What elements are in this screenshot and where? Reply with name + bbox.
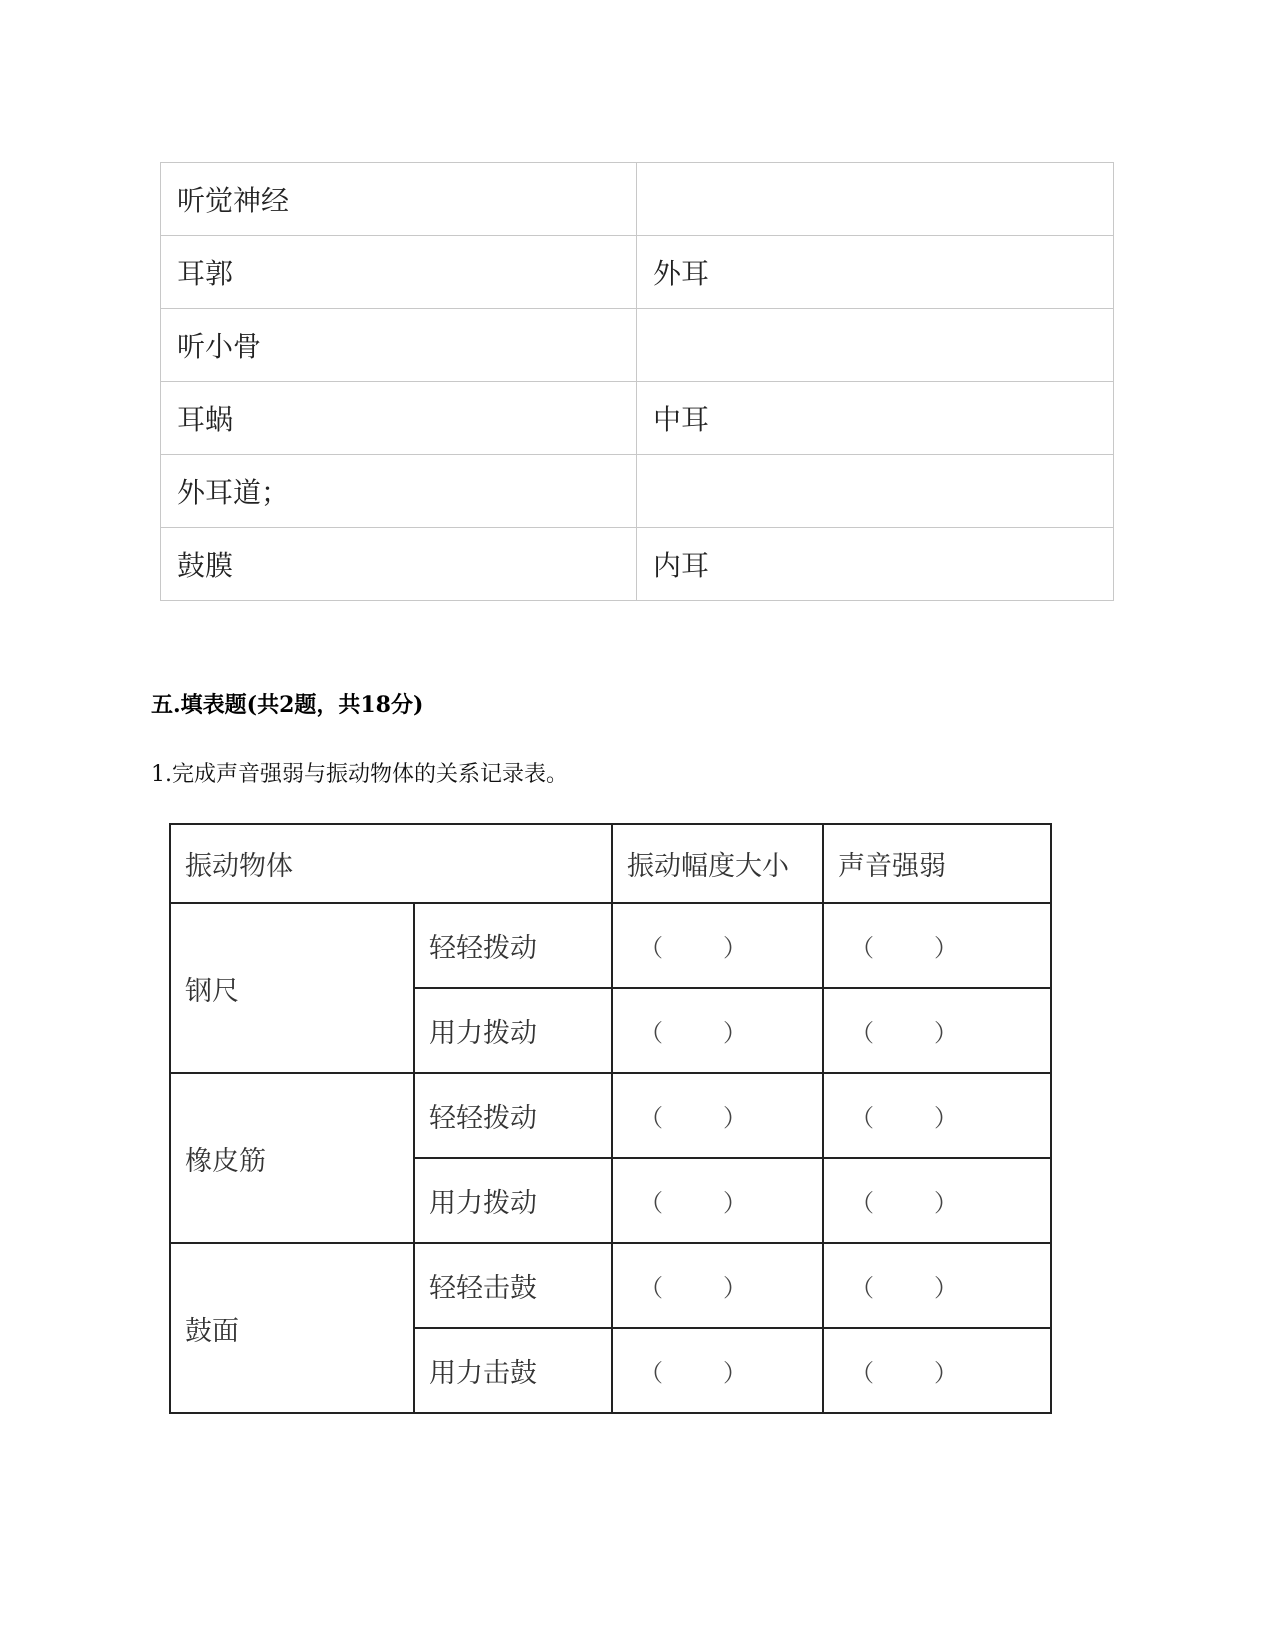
action-cell: 用力拨动: [414, 1158, 612, 1243]
header-vibrating-object: 振动物体: [170, 824, 612, 903]
blank-open: （: [850, 934, 874, 962]
match-right-cell: 外耳: [637, 236, 1114, 309]
amplitude-blank[interactable]: [612, 903, 823, 988]
blank-open: （: [639, 1274, 663, 1302]
match-left-cell: 鼓膜: [161, 528, 637, 601]
blank-open: （: [639, 1359, 663, 1387]
match-left-cell: 耳蜗: [161, 382, 637, 455]
loudness-blank[interactable]: [823, 988, 1051, 1073]
match-right-cell: [637, 163, 1114, 236]
action-cell: 用力拨动: [414, 988, 612, 1073]
blank-open: （: [639, 1019, 663, 1047]
blank-close: ）: [723, 934, 747, 962]
record-table: [169, 823, 1052, 1414]
amplitude-blank[interactable]: [612, 1158, 823, 1243]
loudness-blank[interactable]: [823, 1243, 1051, 1328]
action-cell: 轻轻拨动: [414, 1073, 612, 1158]
table-row: [161, 163, 1114, 236]
amplitude-blank[interactable]: [612, 1243, 823, 1328]
blank-open: （: [850, 1019, 874, 1047]
table-row: [170, 1073, 1051, 1158]
loudness-blank[interactable]: [823, 1158, 1051, 1243]
blank-open: （: [850, 1104, 874, 1132]
blank-close: ）: [723, 1189, 747, 1217]
blank-close: ）: [723, 1359, 747, 1387]
blank-open: （: [639, 1189, 663, 1217]
amplitude-blank[interactable]: [612, 1073, 823, 1158]
blank-open: （: [850, 1359, 874, 1387]
blank-open: （: [639, 934, 663, 962]
blank-close: ）: [723, 1019, 747, 1047]
match-left-cell: 耳郭: [161, 236, 637, 309]
table-row: [161, 382, 1114, 455]
table-row: [170, 1243, 1051, 1328]
blank-open: （: [639, 1104, 663, 1132]
blank-close: ）: [934, 1019, 958, 1047]
header-loudness: 声音强弱: [823, 824, 1051, 903]
blank-close: ）: [723, 1274, 747, 1302]
amplitude-blank[interactable]: [612, 1328, 823, 1413]
blank-open: （: [850, 1274, 874, 1302]
match-right-cell: 内耳: [637, 528, 1114, 601]
matching-table: [160, 162, 1114, 601]
match-left-cell: 听小骨: [161, 309, 637, 382]
question-text: 1.完成声音强弱与振动物体的关系记录表。: [151, 762, 568, 787]
blank-close: ）: [934, 1274, 958, 1302]
table-row: [161, 455, 1114, 528]
object-cell: 橡皮筋: [170, 1073, 414, 1243]
action-cell: 轻轻拨动: [414, 903, 612, 988]
table-row: [161, 528, 1114, 601]
match-right-cell: [637, 309, 1114, 382]
table-header-row: [170, 824, 1051, 903]
blank-close: ）: [723, 1104, 747, 1132]
match-right-cell: [637, 455, 1114, 528]
match-left-cell: 听觉神经: [161, 163, 637, 236]
table-row: [161, 309, 1114, 382]
match-left-cell: 外耳道；: [161, 455, 637, 528]
action-cell: 轻轻击鼓: [414, 1243, 612, 1328]
header-amplitude: 振动幅度大小: [612, 824, 823, 903]
loudness-blank[interactable]: [823, 903, 1051, 988]
amplitude-blank[interactable]: [612, 988, 823, 1073]
loudness-blank[interactable]: [823, 1073, 1051, 1158]
blank-close: ）: [934, 1104, 958, 1132]
loudness-blank[interactable]: [823, 1328, 1051, 1413]
match-right-cell: 中耳: [637, 382, 1114, 455]
object-cell: 鼓面: [170, 1243, 414, 1413]
section-title: 五.填表题(共2题，共18分): [151, 692, 424, 718]
blank-close: ）: [934, 934, 958, 962]
table-row: [161, 236, 1114, 309]
blank-close: ）: [934, 1359, 958, 1387]
blank-close: ）: [934, 1189, 958, 1217]
action-cell: 用力击鼓: [414, 1328, 612, 1413]
blank-open: （: [850, 1189, 874, 1217]
table-row: [170, 903, 1051, 988]
object-cell: 钢尺: [170, 903, 414, 1073]
